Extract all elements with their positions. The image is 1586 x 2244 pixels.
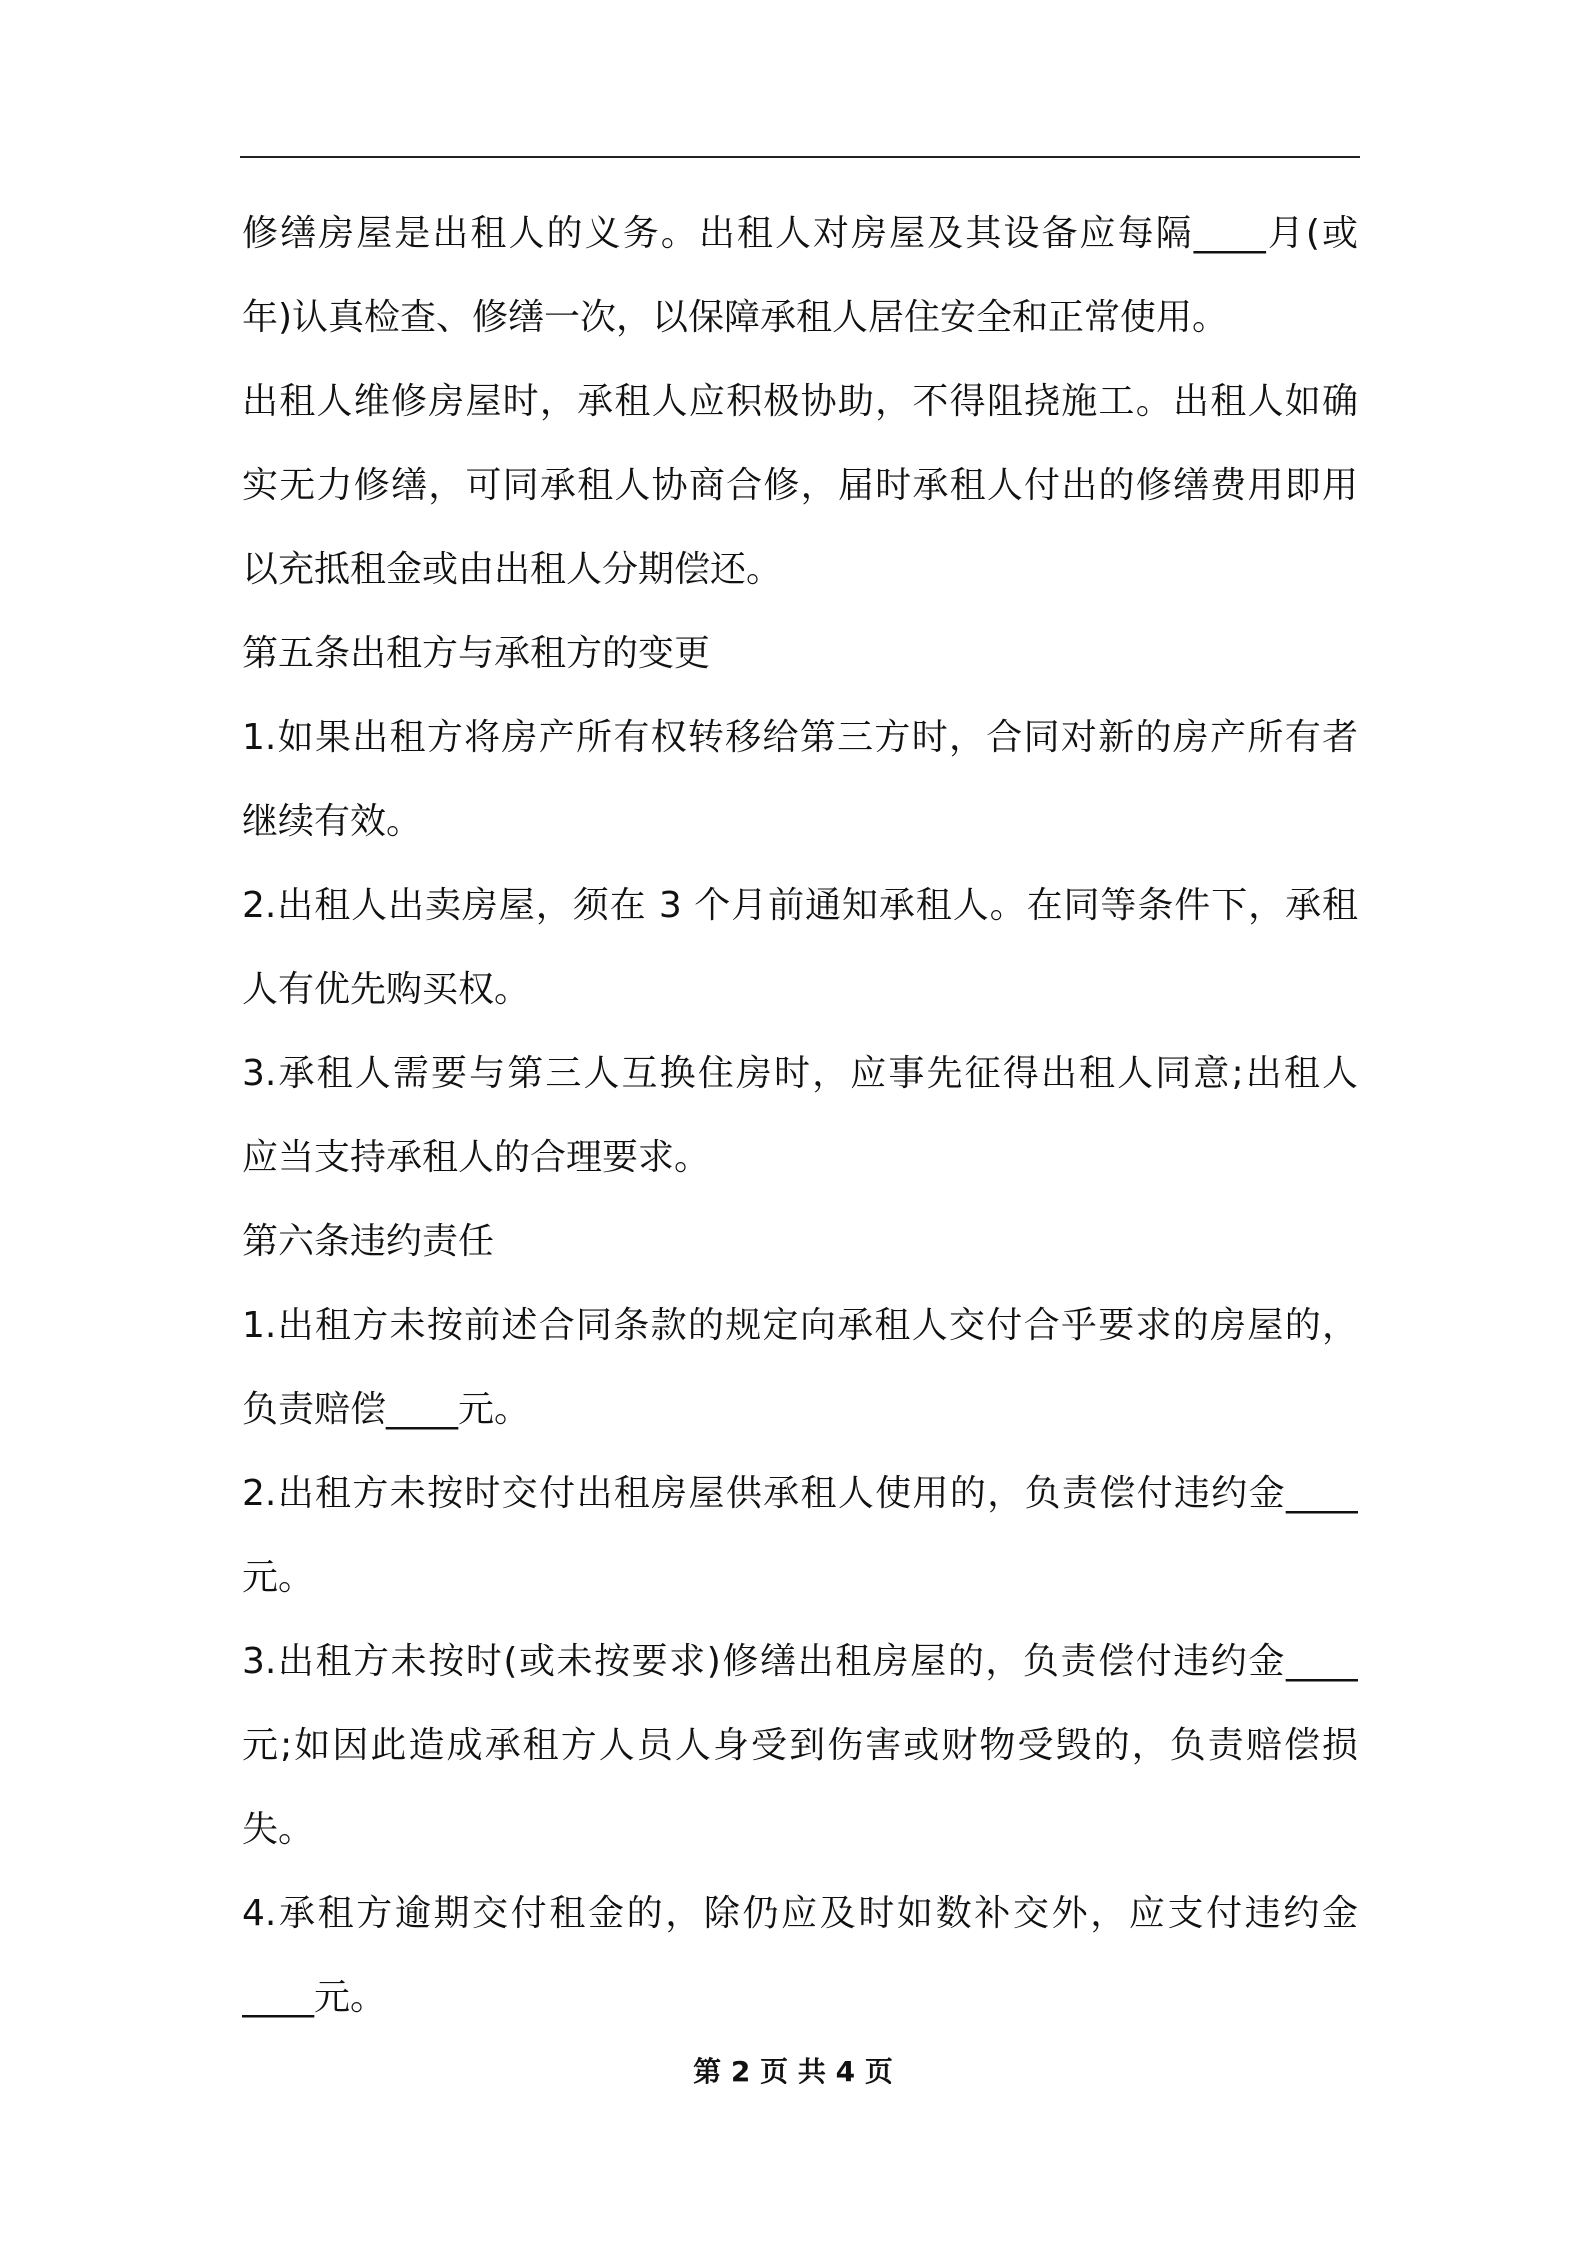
text-line: 继续有效。 [242,801,423,842]
text-line: 修缮房屋是出租人的义务。出租人对房屋及其设备应每隔____月(或 [242,213,1358,254]
text-line: 应当支持承租人的合理要求。 [242,1137,711,1178]
text-line: 元;如因此造成承租方人员人身受到伤害或财物受毁的，负责赔偿损 [242,1725,1358,1766]
page-number-label: 第 2 页 共 4 页 [693,2055,893,2088]
text-line: ____元。 [242,1977,387,2018]
text-line: 失。 [242,1809,315,1850]
text-line: 1.出租方未按前述合同条款的规定向承租人交付合乎要求的房屋的， [242,1305,1358,1346]
text-line: 3.承租人需要与第三人互换住房时，应事先征得出租人同意;出租人 [242,1053,1358,1094]
text-line: 元。 [242,1557,315,1598]
text-line: 实无力修缮，可同承租人协商合修，届时承租人付出的修缮费用即用 [242,465,1358,506]
text-line: 人有优先购买权。 [242,969,531,1010]
document-body [242,192,1358,2040]
page-footer [0,2052,1586,2092]
section-heading: 第六条违约责任 [242,1221,495,1262]
text-line: 出租人维修房屋时，承租人应积极协助，不得阻挠施工。出租人如确 [242,381,1358,422]
text-line: 3.出租方未按时(或未按要求)修缮出租房屋的，负责偿付违约金____ [242,1641,1358,1682]
text-line: 2.出租方未按时交付出租房屋供承租人使用的，负责偿付违约金____ [242,1473,1358,1514]
text-line: 负责赔偿____元。 [242,1389,531,1430]
text-line: 1.如果出租方将房产所有权转移给第三方时，合同对新的房产所有者 [242,717,1358,758]
text-line: 年)认真检查、修缮一次，以保障承租人居住安全和正常使用。 [242,297,1229,338]
text-line: 2.出租人出卖房屋，须在 3 个月前通知承租人。在同等条件下，承租 [242,885,1358,926]
header-rule [240,156,1360,158]
section-heading: 第五条出租方与承租方的变更 [242,633,711,674]
text-line: 4.承租方逾期交付租金的，除仍应及时如数补交外，应支付违约金 [242,1893,1358,1934]
text-line: 以充抵租金或由出租人分期偿还。 [242,549,783,590]
